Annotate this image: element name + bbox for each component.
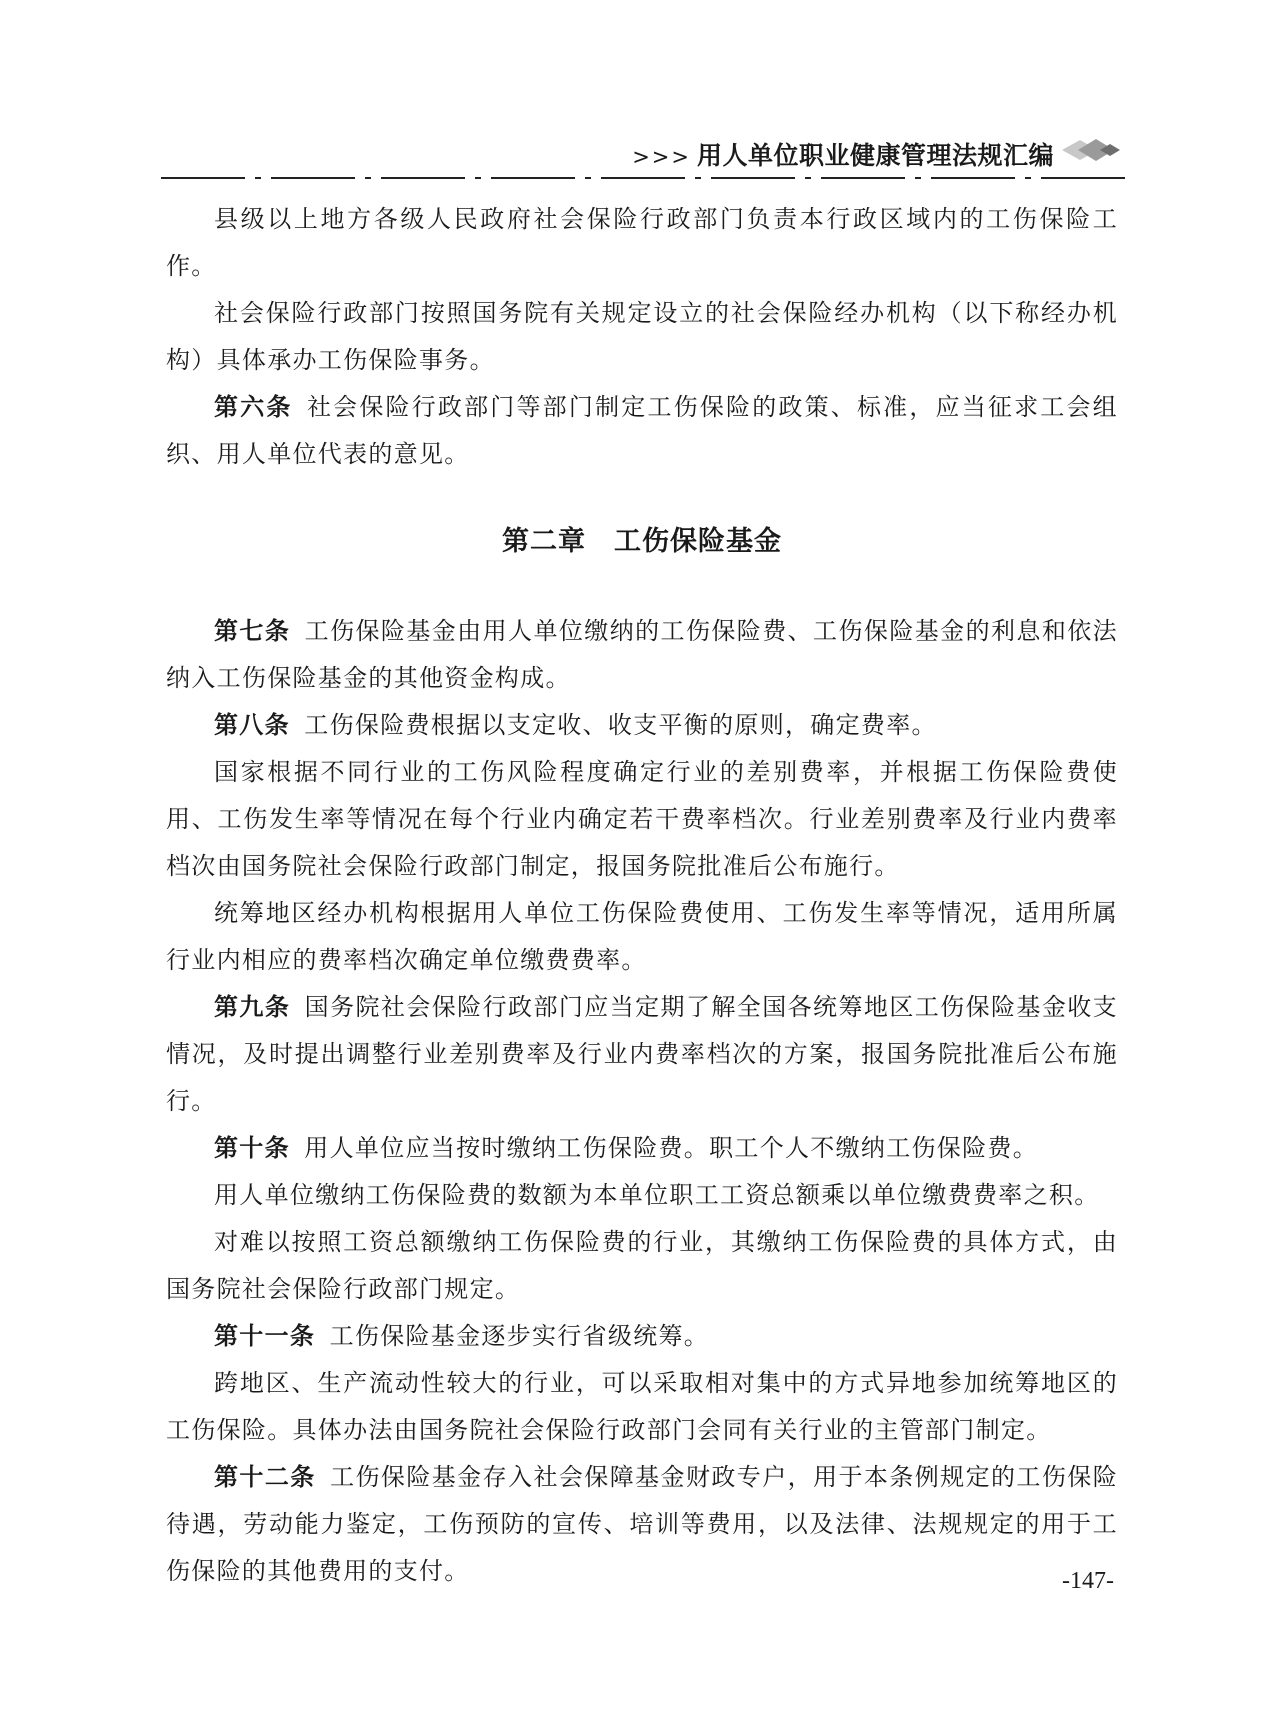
paragraph <box>166 196 1118 290</box>
paragraph-text: 县级以上地方各级人民政府社会保险行政部门负责本行政区域内的工伤保险工作。 <box>166 205 1118 280</box>
paragraph-text: 工伤保险基金由用人单位缴纳的工伤保险费、工伤保险基金的利息和依法纳入工伤保险基金的其他资金构成。 <box>166 617 1118 692</box>
paragraph-text: 跨地区、生产流动性较大的行业，可以采取相对集中的方式异地参加统筹地区的工伤保险。具体办法由国务院社会保险行政部门会同有关行业的主管部门制定。 <box>166 1369 1118 1444</box>
paragraph-text: 社会保险行政部门等部门制定工伤保险的政策、标准，应当征求工会组织、用人单位代表的意见。 <box>166 393 1118 468</box>
paragraph-group-bottom <box>166 608 1118 1595</box>
paragraph <box>166 1360 1118 1454</box>
paragraph <box>166 749 1118 890</box>
paragraph <box>166 890 1118 984</box>
paragraph <box>166 984 1118 1125</box>
chapter-title: 第二章 工伤保险基金 <box>502 526 782 557</box>
paragraph <box>166 384 1118 478</box>
paragraph-text: 国务院社会保险行政部门应当定期了解全国各统筹地区工伤保险基金收支情况，及时提出调整行业差别费率及行业内费率档次的方案，报国务院批准后公布施行。 <box>166 993 1118 1115</box>
paragraph-text: 工伤保险基金逐步实行省级统筹。 <box>329 1322 710 1350</box>
article-number: 第十二条 <box>214 1463 316 1491</box>
header-chevrons: >>> <box>632 145 691 169</box>
paragraph-text: 工伤保险费根据以支定收、收支平衡的原则，确定费率。 <box>304 711 937 739</box>
paragraph-text: 对难以按照工资总额缴纳工伤保险费的行业，其缴纳工伤保险费的具体方式，由国务院社会保险行政部门规定。 <box>166 1228 1118 1303</box>
article-number: 第六条 <box>214 393 293 421</box>
article-number: 第九条 <box>214 993 291 1021</box>
paragraph-text: 统筹地区经办机构根据用人单位工伤保险费使用、工伤发生率等情况，适用所属行业内相应的费率档次确定单位缴费费率。 <box>166 899 1118 974</box>
header-title <box>632 136 1054 172</box>
paragraph <box>166 1313 1118 1360</box>
article-number: 第十条 <box>214 1134 290 1162</box>
paragraph <box>166 608 1118 702</box>
paragraph-text: 用人单位缴纳工伤保险费的数额为本单位职工工资总额乘以单位缴费费率之积。 <box>214 1181 1100 1209</box>
diamond-ornament-icon <box>1056 134 1126 166</box>
paragraph-text: 用人单位应当按时缴纳工伤保险费。职工个人不缴纳工伤保险费。 <box>304 1134 1038 1162</box>
paragraph <box>166 1125 1118 1172</box>
article-number: 第八条 <box>214 711 290 739</box>
paragraph-text: 工伤保险基金存入社会保障基金财政专户，用于本条例规定的工伤保险待遇，劳动能力鉴定，工伤预防的宣传、培训等费用，以及法律、法规规定的用于工伤保险的其他费用的支付。 <box>166 1463 1118 1585</box>
paragraph <box>166 1219 1118 1313</box>
article-number: 第十一条 <box>214 1322 316 1350</box>
running-header <box>0 134 1126 174</box>
book-title: 用人单位职业健康管理法规汇编 <box>696 141 1054 170</box>
page-number: -147- <box>1062 1568 1114 1594</box>
header-rule <box>161 172 1126 184</box>
paragraph-text: 社会保险行政部门按照国务院有关规定设立的社会保险经办机构（以下称经办机构）具体承办工伤保险事务。 <box>166 299 1118 374</box>
paragraph-group-top <box>166 196 1118 478</box>
paragraph-text: 国家根据不同行业的工伤风险程度确定行业的差别费率，并根据工伤保险费使用、工伤发生率等情况在每个行业内确定若干费率档次。行业差别费率及行业内费率档次由国务院社会保险行政部门制定，报国务院批准后公布施行。 <box>166 758 1118 880</box>
page-body <box>166 196 1118 1595</box>
article-number: 第七条 <box>214 617 291 645</box>
paragraph <box>166 290 1118 384</box>
paragraph <box>166 1172 1118 1219</box>
paragraph <box>166 702 1118 749</box>
paragraph <box>166 1454 1118 1595</box>
